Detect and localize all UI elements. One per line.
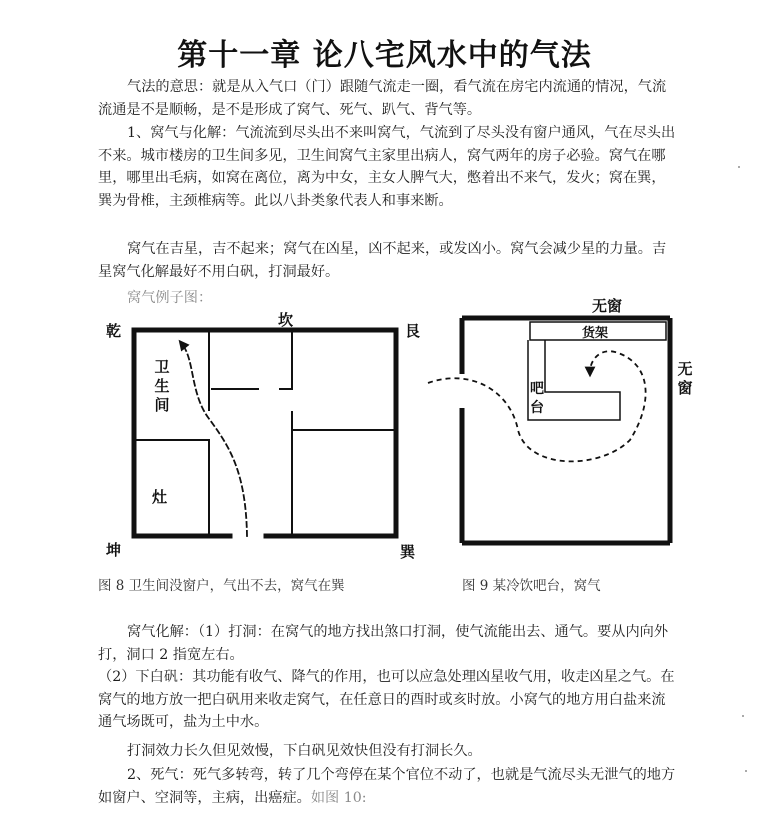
scan-speck — [738, 166, 740, 168]
paragraph-stagnant-qi: 1、窝气与化解：气流流到尽头出不来叫窝气，气流到了尽头没有窗户通风，气在尽头出不来。城市楼房的卫生间多见，卫生间窝气主家里出病人，窝气两年的房子必验。窝气在哪里，哪里出毛病，如窝在离位，离为中女，主女人脾气大，憋着出不来气，发火；窝在巽，巽为骨椎，主颈椎病等。此以八卦类象代表人和事来断。 — [98, 125, 676, 209]
fig8-label-kun: 坤 — [106, 541, 122, 559]
fig8-label-stove: 灶 — [152, 488, 168, 506]
fig8-label-qian: 乾 — [106, 322, 122, 340]
chapter-title: 第十一章 论八宅风水中的气法 — [177, 38, 592, 73]
figure8-floorplan — [134, 330, 396, 536]
paragraph-drill-hole: 窝气化解：（1）打洞：在窝气的地方找出煞口打洞，使气流能出去、通气。要从内向外打，洞口 2 指宽左右。 — [98, 624, 669, 663]
fig9-label-bar: 吧台 — [530, 381, 544, 416]
example-label: 窝气例子图： — [127, 290, 213, 306]
fig9-label-no-window-top: 无窗 — [592, 297, 623, 315]
fig9-label-no-window-right: 无窗 — [677, 360, 693, 397]
fig8-label-bathroom: 卫生间 — [154, 358, 170, 414]
scan-speck — [742, 715, 744, 717]
fig8-label-kan: 坎 — [278, 311, 294, 329]
scan-speck — [745, 770, 747, 772]
figure9-bar-plan — [428, 318, 670, 543]
paragraph-stars: 窝气在吉星，吉不起来；窝气在凶星，凶不起来，或发凶小。窝气会减少星的力量。吉星窝气化解最好不用白矾，打洞最好。 — [98, 241, 667, 280]
paragraph-alum: （2）下白矾：其功能有收气、降气的作用，也可以应急处理凶星收气用，收走凶星之气。在窝气的地方放一把白矾用来收走窝气，在任意日的酉时或亥时放。小窝气的地方用白盐来流通气场既可，盐为土中水。 — [98, 669, 675, 730]
fig9-label-shelf: 货架 — [582, 326, 609, 341]
fig8-label-xun: 巽 — [400, 543, 416, 561]
intro-paragraph: 气法的意思：就是从入气口（门）跟随气流走一圈，看气流在房宅内流通的情况，气流流通是不是顺畅，是不是形成了窝气、死气、趴气、背气等。 — [98, 79, 667, 118]
figure9-caption: 图 9 某冷饮吧台，窝气 — [462, 578, 601, 594]
paragraph-dead-qi — [98, 764, 678, 809]
paragraph-comparison: 打洞效力长久但见效慢，下白矾见效快但没有打洞长久。 — [127, 743, 482, 759]
dead-qi-text: 2、死气：死气多转弯，转了几个弯停在某个官位不动了，也就是气流尽头无泄气的地方如窗户、空洞等，主病，出癌症。 — [98, 767, 676, 806]
figure8-caption: 图 8 卫生间没窗户，气出不去，窝气在巽 — [98, 578, 345, 594]
figure10-reference: 如图 10: — [310, 789, 367, 806]
fig8-label-gen: 艮 — [405, 322, 421, 340]
